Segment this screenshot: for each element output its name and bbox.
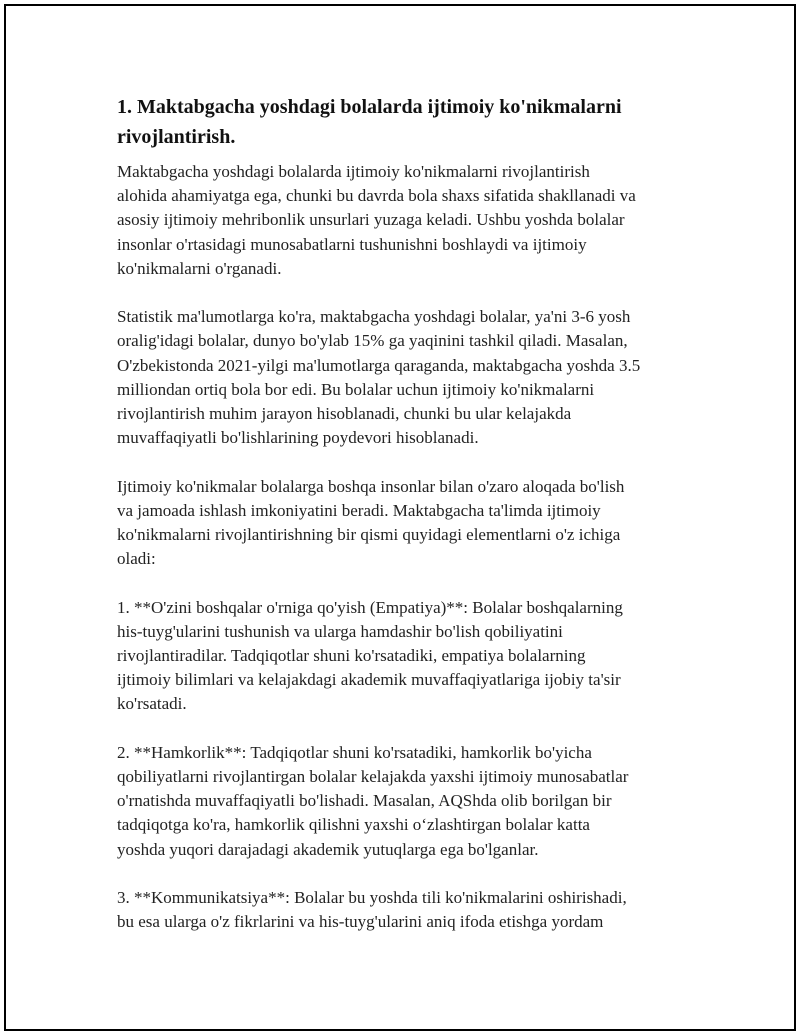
list-item-cooperation: 2. **Hamkorlik**: Tadqiqotlar shuni ko'rsatadiki, hamkorlik bo'yicha qobiliyatlarni rivojlantirgan bolalar kelajakda yaxshi ijtimoiy munosabatlar o'rnatishda muvaffaqiyatli bo'lishadi. Masalan, AQShda olib borilgan bir tadqiqotga ko'ra, hamkorlik qilishni yaxshi o‘zlashtirgan bolalar katta yoshda yuqori darajadagi akademik yutuqlarga ega bo'lganlar. bbox=[117, 742, 629, 859]
paragraph-social-skills: Ijtimoiy ko'nikmalar bolalarga boshqa insonlar bilan o'zaro aloqada bo'lish va jamoada ishlash imkoniyatini beradi. Maktabgacha ta'limda ijtimoiy ko'nikmalarni rivojlantirishning bir qismi quyidagi elementlarni o'z ichiga oladi: bbox=[117, 476, 625, 569]
section-title: 1. Maktabgacha yoshdagi bolalarda ijtimoiy ko'nikmalarni rivojlantirish. bbox=[117, 96, 622, 148]
paragraph-statistics: Statistik ma'lumotlarga ko'ra, maktabgacha yoshdagi bolalar, ya'ni 3-6 yosh oralig'idagi bolalar, dunyo bo'ylab 15% ga yaqinini tashkil qiladi. Masalan, O'zbekistonda 2021-yilgi ma'lumotlarga qaraganda, maktabgacha yoshda 3.5 milliondan ortiq bola bor edi. Bu bolalar uchun ijtimoiy ko'nikmalarni rivojlantirish muhim jarayon hisoblanadi, chunki bu ular kelajakda muvaffaqiyatli bo'lishlarining poydevori hisoblanadi. bbox=[117, 307, 641, 448]
list-item-empathy: 1. **O'zini boshqalar o'rniga qo'yish (Empatiya)**: Bolalar boshqalarning his-tuyg'ularini tushunish va ularga hamdashir bo'lish qobiliyatini rivojlantiradilar. Tadqiqotlar shuni ko'rsatadiki, empatiya bolalarning ijtimoiy bilimlari va kelajakdagi akademik muvaffaqiyatlariga ijobiy ta'sir ko'rsatadi. bbox=[117, 597, 623, 714]
paragraph-intro: Maktabgacha yoshdagi bolalarda ijtimoiy ko'nikmalarni rivojlantirish alohida ahamiyatga ega, chunki bu davrda bola shaxs sifatida shakllanadi va asosiy ijtimoiy mehribonlik unsurlari yuzaga keladi. Ushbu yoshda bolalar insonlar o'rtasidagi munosabatlarni tushunishni boshlaydi va ijtimoiy ko'nikmalarni o'rganadi. bbox=[117, 162, 636, 278]
document-body bbox=[117, 92, 717, 959]
list-item-communication: 3. **Kommunikatsiya**: Bolalar bu yoshda tili ko'nikmalarini oshirishadi, bu esa ularga o'z fikrlarini va his-tuyg'ularini aniq ifoda etishga yordam bbox=[117, 888, 627, 932]
